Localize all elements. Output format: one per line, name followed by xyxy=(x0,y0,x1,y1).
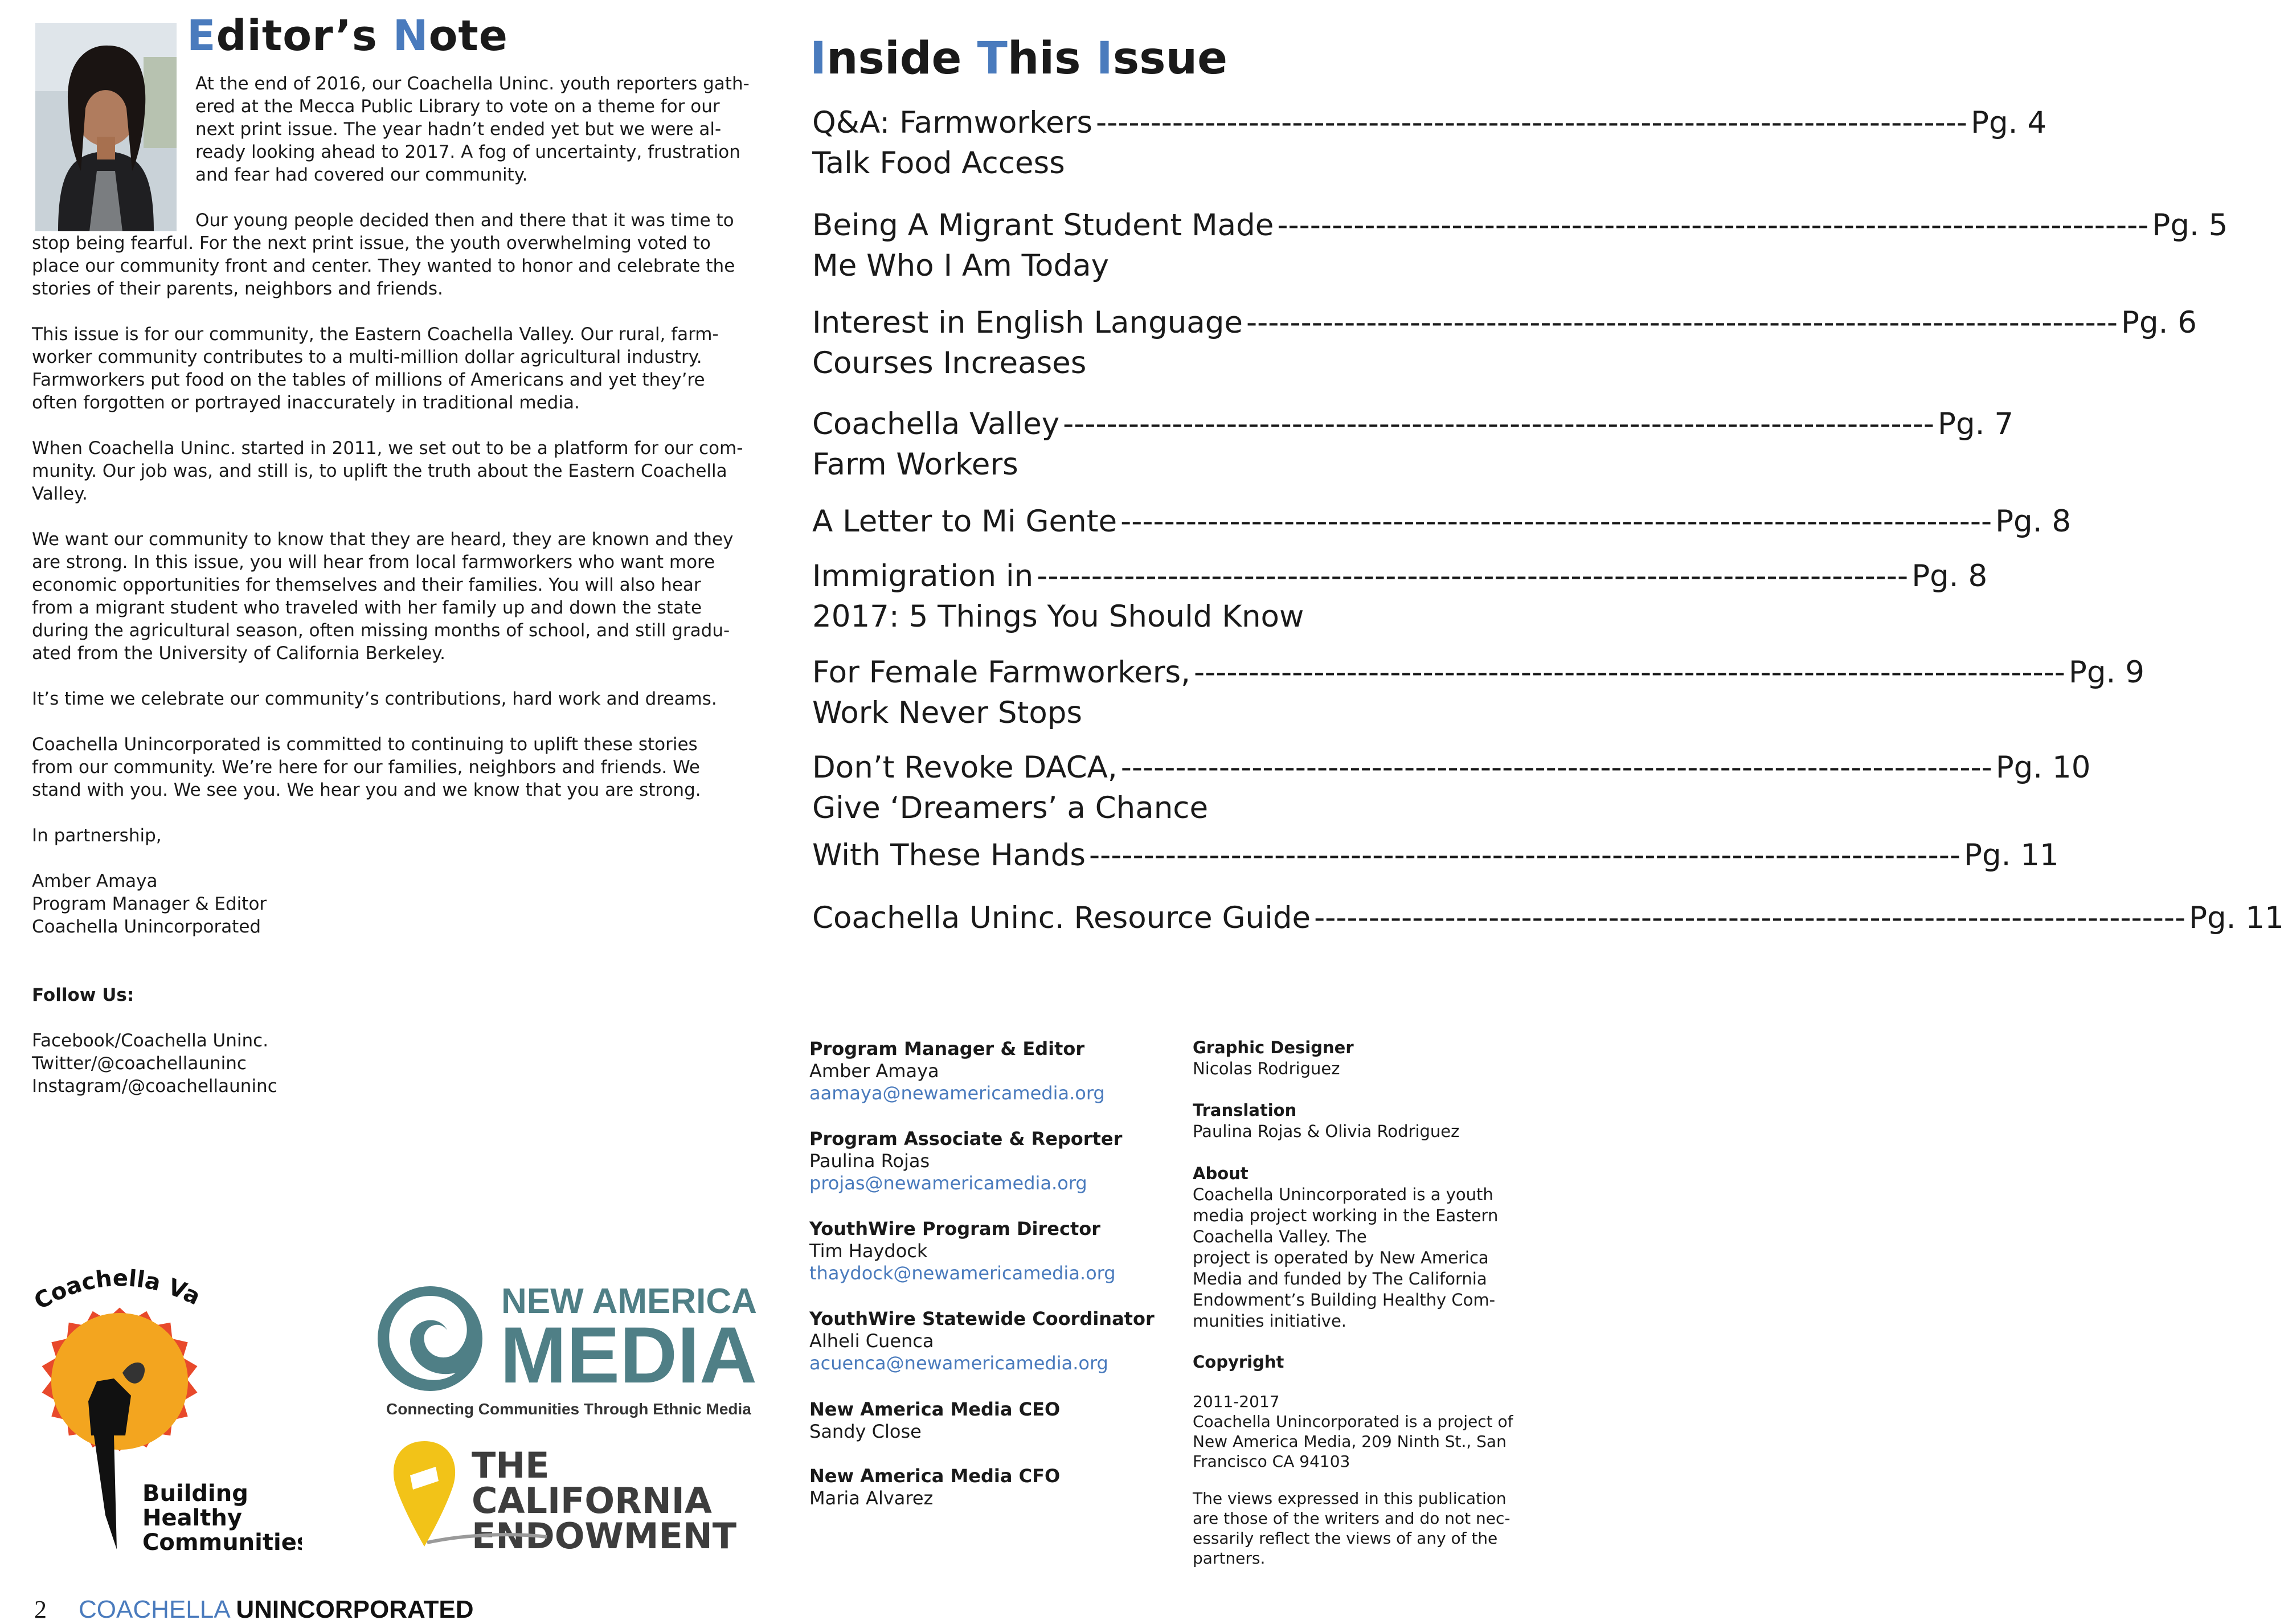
facebook-link[interactable]: Facebook/Coachella Uninc. xyxy=(32,1030,269,1051)
toc-leader: -------------------------------------------------------------------------------- xyxy=(1120,504,1992,539)
text-line: Farmworkers put food on the tables of millions of Americans and yet they’re xyxy=(32,370,705,390)
toc-item[interactable] xyxy=(812,103,2047,183)
toc-item[interactable] xyxy=(812,404,2014,485)
staff-name: Maria Alvarez xyxy=(809,1487,934,1509)
text-line: stories of their parents, neighbors and friends. xyxy=(32,279,443,299)
toc-item-title-cont: 2017: 5 Things You Should Know xyxy=(812,599,1304,634)
staff-role: YouthWire Statewide Coordinator xyxy=(809,1308,1155,1330)
staff-email[interactable]: aamaya@newamericamedia.org xyxy=(809,1082,1105,1104)
text-line: Our young people decided then and there that it was time to xyxy=(195,210,734,231)
text-line: This issue is for our community, the Eastern Coachella Valley. Our rural, farm- xyxy=(32,324,719,345)
about-block xyxy=(1193,1163,1498,1332)
toc-item-title: With These Hands xyxy=(812,838,1086,873)
staff-email[interactable]: thaydock@newamericamedia.org xyxy=(809,1262,1116,1284)
signature-name: Amber Amaya xyxy=(32,871,158,891)
twitter-link[interactable]: Twitter/@coachellauninc xyxy=(32,1053,247,1074)
toc-item[interactable] xyxy=(812,747,2091,828)
tce-text-1: THE xyxy=(472,1445,550,1486)
staff-name: Tim Haydock xyxy=(809,1240,928,1262)
text-line: stand with you. We see you. We hear you and we know that you are strong. xyxy=(32,780,701,800)
bhc-logo xyxy=(28,1265,302,1555)
text-line: We want our community to know that they are heard, they are known and they xyxy=(32,529,734,550)
toc-leader: -------------------------------------------------------------------------------- xyxy=(1120,750,1992,785)
text-line: Valley. xyxy=(32,484,88,504)
page-footer xyxy=(34,1595,474,1624)
toc-item-title: A Letter to Mi Gente xyxy=(812,504,1118,539)
text-line: ated from the University of California Berkeley. xyxy=(32,643,445,664)
staff-name: Paulina Rojas xyxy=(809,1150,930,1172)
tce-text-2: CALIFORNIA xyxy=(472,1480,712,1521)
bhc-text-1: Building xyxy=(142,1480,248,1507)
editor-paragraph-2-first-line xyxy=(195,209,734,232)
text-line: It’s time we celebrate our community’s contributions, hard work and dreams. xyxy=(32,689,717,709)
toc-title xyxy=(810,33,1227,84)
disclaimer-line: essarily reflect the views of any of the xyxy=(1193,1529,1498,1548)
nam-text-1: NEW AMERICA xyxy=(501,1282,757,1321)
california-endowment-logo xyxy=(393,1441,735,1555)
new-america-media-logo xyxy=(376,1279,758,1427)
follow-heading: Follow Us: xyxy=(32,985,134,1005)
toc-item-title: Coachella Uninc. Resource Guide xyxy=(812,901,1311,935)
text-line: from our community. We’re here for our families, neighbors and friends. We xyxy=(32,757,701,778)
disclaimer-line: The views expressed in this publication xyxy=(1193,1489,1507,1508)
toc-page-number: Pg. 11 xyxy=(2189,901,2284,935)
title-initial: I xyxy=(1096,33,1113,84)
footer-brand-part: COACHELLA xyxy=(79,1596,230,1623)
toc-item-title: Coachella Valley xyxy=(812,407,1060,441)
toc-item-title-cont: Work Never Stops xyxy=(812,696,1083,730)
copyright-line: Francisco CA 94103 xyxy=(1193,1452,1350,1471)
about-line: Coachella Valley. The xyxy=(1193,1227,1367,1246)
about-heading: About xyxy=(1193,1164,1249,1183)
title-part: ssue xyxy=(1112,33,1228,84)
toc-leader: -------------------------------------------------------------------------------- xyxy=(1246,305,2118,340)
footer-brand-part: UNINCORPORATED xyxy=(236,1596,474,1623)
about-line: Endowment’s Building Healthy Com- xyxy=(1193,1290,1496,1310)
text-line: worker community contributes to a multi-million dollar agricultural industry. xyxy=(32,347,702,367)
tce-text-3: ENDOWMENT xyxy=(472,1515,737,1557)
text-line: ready looking ahead to 2017. A fog of uncertainty, frustration xyxy=(195,142,740,162)
about-line: Media and funded by The California xyxy=(1193,1269,1487,1288)
text-line: and fear had covered our community. xyxy=(195,165,528,185)
bhc-text-3: Communities xyxy=(142,1529,302,1555)
disclaimer-line: partners. xyxy=(1193,1549,1266,1568)
staff-role: Program Associate & Reporter xyxy=(809,1128,1123,1150)
toc-leader: -------------------------------------------------------------------------------- xyxy=(1063,407,1935,441)
staff-name: Sandy Close xyxy=(809,1421,922,1442)
text-line: during the agricultural season, often missing months of school, and still gradu- xyxy=(32,620,730,641)
text-line: stop being fearful. For the next print issue, the youth overwhelming voted to xyxy=(32,233,711,253)
nam-tagline: Connecting Communities Through Ethnic Media xyxy=(386,1400,751,1418)
toc-page-number: Pg. 10 xyxy=(1995,750,2091,785)
toc-item-title: Being A Migrant Student Made xyxy=(812,208,1274,243)
about-line: Coachella Unincorporated is a youth xyxy=(1193,1185,1493,1204)
text-line: Coachella Unincorporated is committed to continuing to uplift these stories xyxy=(32,734,698,755)
about-line: media project working in the Eastern xyxy=(1193,1206,1499,1225)
toc-item-title: Don’t Revoke DACA, xyxy=(812,750,1118,785)
disclaimer-line: are those of the writers and do not nec- xyxy=(1193,1509,1511,1528)
toc-item-title-cont: Courses Increases xyxy=(812,346,1087,381)
text-line: At the end of 2016, our Coachella Uninc. youth reporters gath- xyxy=(195,73,750,94)
toc-leader: -------------------------------------------------------------------------------- xyxy=(1277,208,2149,243)
editor-paragraph-7 xyxy=(32,733,701,801)
toc-item[interactable] xyxy=(812,652,2144,733)
title-initial: N xyxy=(392,11,429,60)
editor-signature xyxy=(32,824,267,938)
staff-entry xyxy=(809,1128,1122,1195)
bhc-arc-text: Coachella Va xyxy=(30,1265,204,1315)
text-line: munity. Our job was, and still is, to uplift the truth about the Eastern Coachella xyxy=(32,461,727,481)
editor-portrait xyxy=(35,23,177,231)
toc-item-title-cont: Farm Workers xyxy=(812,447,1018,482)
toc-page-number: Pg. 9 xyxy=(2068,655,2144,690)
toc-page-number: Pg. 4 xyxy=(1971,105,2047,140)
text-line: place our community front and center. They wanted to honor and celebrate the xyxy=(32,256,735,276)
title-initial: T xyxy=(977,33,1008,84)
editor-paragraph-4 xyxy=(32,437,743,505)
toc-item-title-cont: Talk Food Access xyxy=(812,146,1065,181)
about-line: project is operated by New America xyxy=(1193,1248,1489,1267)
staff-role: New America Media CEO xyxy=(809,1398,1061,1420)
toc-leader: -------------------------------------------------------------------------------- xyxy=(1089,838,1960,873)
toc-item-title-cont: Give ‘Dreamers’ a Chance xyxy=(812,791,1209,825)
editor-paragraph-1 xyxy=(195,72,750,186)
bhc-text-2: Healthy xyxy=(142,1505,242,1531)
follow-us xyxy=(32,984,277,1098)
toc-page-number: Pg. 6 xyxy=(2121,305,2197,340)
title-part: nside xyxy=(826,33,977,84)
text-line: economic opportunities for themselves and their families. You will also hear xyxy=(32,575,701,595)
copyright-block xyxy=(1193,1352,1284,1373)
toc-leader: -------------------------------------------------------------------------------- xyxy=(1096,105,1968,140)
staff-entry xyxy=(809,1038,1105,1105)
text-line: next print issue. The year hadn’t ended yet but we were al- xyxy=(195,119,722,140)
tce-logo-graphic xyxy=(393,1441,735,1555)
staff-entry xyxy=(809,1465,1060,1510)
editor-paragraph-5 xyxy=(32,528,733,665)
copyright-text xyxy=(1193,1392,1513,1471)
toc-page-number: Pg. 5 xyxy=(2152,208,2228,243)
nam-logo-graphic xyxy=(376,1279,758,1427)
nam-text-2: MEDIA xyxy=(500,1310,758,1400)
toc-item[interactable] xyxy=(812,835,2059,876)
copyright-heading: Copyright xyxy=(1193,1352,1284,1372)
staff-entry xyxy=(809,1398,1060,1443)
title-part: ote xyxy=(428,11,508,60)
toc-item-title: Immigration in xyxy=(812,559,1034,594)
text-line: are strong. In this issue, you will hear from local farmworkers who want more xyxy=(32,552,715,572)
toc-item[interactable] xyxy=(812,205,2228,286)
text-line: from a migrant student who traveled with her family up and down the state xyxy=(32,598,702,618)
text-line: When Coachella Uninc. started in 2011, we set out to be a platform for our com- xyxy=(32,438,743,459)
toc-leader: -------------------------------------------------------------------------------- xyxy=(1037,559,1909,594)
signature-title: Program Manager & Editor xyxy=(32,894,267,914)
bhc-logo-graphic xyxy=(28,1265,302,1555)
staff-name: Amber Amaya xyxy=(809,1060,939,1082)
staff-role: Program Manager & Editor xyxy=(809,1038,1085,1060)
toc-leader: -------------------------------------------------------------------------------- xyxy=(1314,901,2186,935)
staff-entry xyxy=(809,1308,1155,1375)
instagram-link[interactable]: Instagram/@coachellauninc xyxy=(32,1076,277,1097)
translation-block xyxy=(1193,1100,1459,1142)
editor-paragraph-6 xyxy=(32,688,717,710)
staff-role: YouthWire Program Director xyxy=(809,1218,1100,1240)
translation-heading: Translation xyxy=(1193,1101,1297,1120)
toc-item-title: For Female Farmworkers, xyxy=(812,655,1190,690)
closing-line: In partnership, xyxy=(32,825,162,846)
signature-org: Coachella Unincorporated xyxy=(32,917,261,937)
toc-page-number: Pg. 7 xyxy=(1938,407,2014,441)
title-initial: E xyxy=(187,11,216,60)
designer-name: Nicolas Rodriguez xyxy=(1193,1059,1340,1078)
copyright-line: 2011-2017 xyxy=(1193,1392,1280,1411)
designer-block xyxy=(1193,1037,1354,1079)
text-line: often forgotten or portrayed inaccurately in traditional media. xyxy=(32,392,580,413)
editor-paragraph-2 xyxy=(32,232,735,300)
toc-item-title: Interest in English Language xyxy=(812,305,1243,340)
toc-page-number: Pg. 11 xyxy=(1963,838,2059,873)
staff-name: Alheli Cuenca xyxy=(809,1330,934,1352)
toc-item-title-cont: Me Who I Am Today xyxy=(812,248,1109,283)
portrait-image xyxy=(35,23,177,231)
editor-note-title xyxy=(187,11,508,60)
toc-item-title: Q&A: Farmworkers xyxy=(812,105,1093,140)
staff-role: New America Media CFO xyxy=(809,1465,1061,1487)
designer-heading: Graphic Designer xyxy=(1193,1038,1354,1057)
title-initial: I xyxy=(810,33,827,84)
toc-item[interactable] xyxy=(812,898,2284,938)
about-line: munities initiative. xyxy=(1193,1311,1347,1331)
translation-names: Paulina Rojas & Olivia Rodriguez xyxy=(1193,1122,1460,1141)
staff-email[interactable]: projas@newamericamedia.org xyxy=(809,1172,1087,1194)
title-part: ditor’s xyxy=(216,11,393,60)
toc-leader: -------------------------------------------------------------------------------- xyxy=(1193,655,2065,690)
views-disclaimer xyxy=(1193,1488,1511,1568)
editor-paragraph-3 xyxy=(32,323,719,414)
toc-item[interactable] xyxy=(812,302,2197,383)
title-part: his xyxy=(1007,33,1096,84)
copyright-line: Coachella Unincorporated is a project of xyxy=(1193,1412,1513,1431)
staff-entry xyxy=(809,1218,1116,1285)
toc-item[interactable] xyxy=(812,501,2072,542)
page-number: 2 xyxy=(34,1596,47,1623)
toc-item[interactable] xyxy=(812,556,1988,637)
toc-page-number: Pg. 8 xyxy=(1995,504,2072,539)
text-line: ered at the Mecca Public Library to vote on a theme for our xyxy=(195,96,720,117)
toc-page-number: Pg. 8 xyxy=(1911,559,1988,594)
copyright-line: New America Media, 209 Ninth St., San xyxy=(1193,1432,1507,1451)
staff-email[interactable]: acuenca@newamericamedia.org xyxy=(809,1352,1108,1374)
